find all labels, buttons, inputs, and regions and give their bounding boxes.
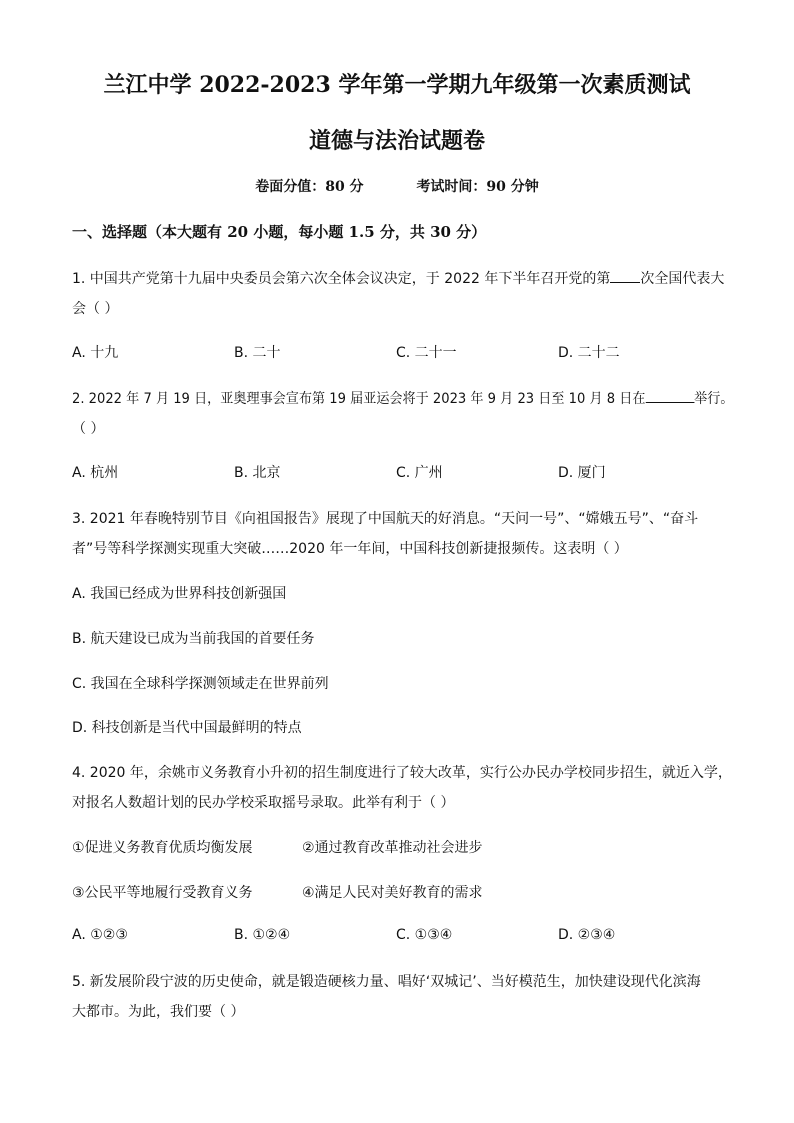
question-3-line-2: 者”号等科学探测实现重大突破……2020 年一年间，中国科技创新捷报频传。这表明（ ）: [72, 541, 628, 557]
question-1-option-c[interactable]: C. 二十一: [396, 345, 457, 361]
question-5-line-1: 5. 新发展阶段宁波的历史使命，就是锻造硬核力量、唱好‘双城记’、当好模范生，加快建设现代化滨海: [72, 974, 701, 990]
question-5-line-2: 大都市。为此，我们要（ ）: [72, 1004, 245, 1020]
question-1-option-a[interactable]: A. 十九: [72, 345, 119, 361]
question-2-line-1: [72, 388, 733, 408]
question-4-option-a[interactable]: A. ①②③: [72, 927, 128, 943]
question-1-line-1: [72, 268, 724, 288]
question-4-line-1: 4. 2020 年，余姚市义务教育小升初的招生制度进行了较大改革，实行公办民办学校同步招生，就近入学，: [72, 765, 732, 781]
question-1-text-b: 次全国代表大: [640, 271, 725, 287]
exam-meta: [0, 176, 794, 196]
question-3-option-b[interactable]: B. 航天建设已成为当前我国的首要任务: [72, 631, 315, 647]
question-2-line-2: （ ）: [72, 421, 105, 437]
question-1-text-a: 1. 中国共产党第十九届中央委员会第六次全体会议决定，于 2022 年下半年召开党的第: [72, 271, 611, 287]
question-3-option-c[interactable]: C. 我国在全球科学探测领域走在世界前列: [72, 676, 329, 692]
question-4-line-2: 对报名人数超计划的民办学校采取摇号录取。此举有利于（ ）: [72, 795, 455, 811]
question-2-text-a: 2. 2022 年 7 月 19 日，亚奥理事会宣布第 19 届亚运会将于 2023 年 9 月 23 日至 10 月 8 日在: [72, 391, 646, 407]
question-4-option-b[interactable]: B. ①②④: [234, 927, 291, 943]
question-4-statement-2: ②通过教育改革推动社会进步: [302, 840, 483, 856]
exam-subject-title: 道德与法治试题卷: [308, 128, 485, 154]
question-4-statement-3: ③公民平等地履行受教育义务: [72, 885, 253, 901]
question-3-option-d[interactable]: D. 科技创新是当代中国最鲜明的特点: [72, 720, 302, 736]
question-4-statement-1: ①促进义务教育优质均衡发展: [72, 840, 253, 856]
section-heading: 一、选择题（本大题有 20 小题，每小题 1.5 分，共 30 分）: [72, 223, 487, 241]
answer-blank: [610, 268, 640, 283]
time-info: 考试时间：90 分钟: [416, 179, 539, 195]
question-2-option-a[interactable]: A. 杭州: [72, 465, 119, 481]
question-2-text-b: 举行。: [694, 391, 734, 407]
question-3-line-1: 3. 2021 年春晚特别节目《向祖国报告》展现了中国航天的好消息。“天问一号”、“嫦娥五号”、“奋斗: [72, 511, 699, 527]
question-2-option-b[interactable]: B. 北京: [234, 465, 281, 481]
question-1-option-b[interactable]: B. 二十: [234, 345, 281, 361]
question-2-option-d[interactable]: D. 厦门: [558, 465, 606, 481]
answer-blank: [645, 388, 694, 403]
exam-title: 兰江中学 2022-2023 学年第一学期九年级第一次素质测试: [103, 72, 691, 98]
question-1-option-d[interactable]: D. 二十二: [558, 345, 620, 361]
question-4-option-c[interactable]: C. ①③④: [396, 927, 453, 943]
score-info: 卷面分值：80 分: [255, 179, 364, 195]
question-2-option-c[interactable]: C. 广州: [396, 465, 443, 481]
question-4-statement-4: ④满足人民对美好教育的需求: [302, 885, 483, 901]
question-3-option-a[interactable]: A. 我国已经成为世界科技创新强国: [72, 586, 287, 602]
question-1-line-2: 会（ ）: [72, 301, 119, 317]
question-4-option-d[interactable]: D. ②③④: [558, 927, 616, 943]
